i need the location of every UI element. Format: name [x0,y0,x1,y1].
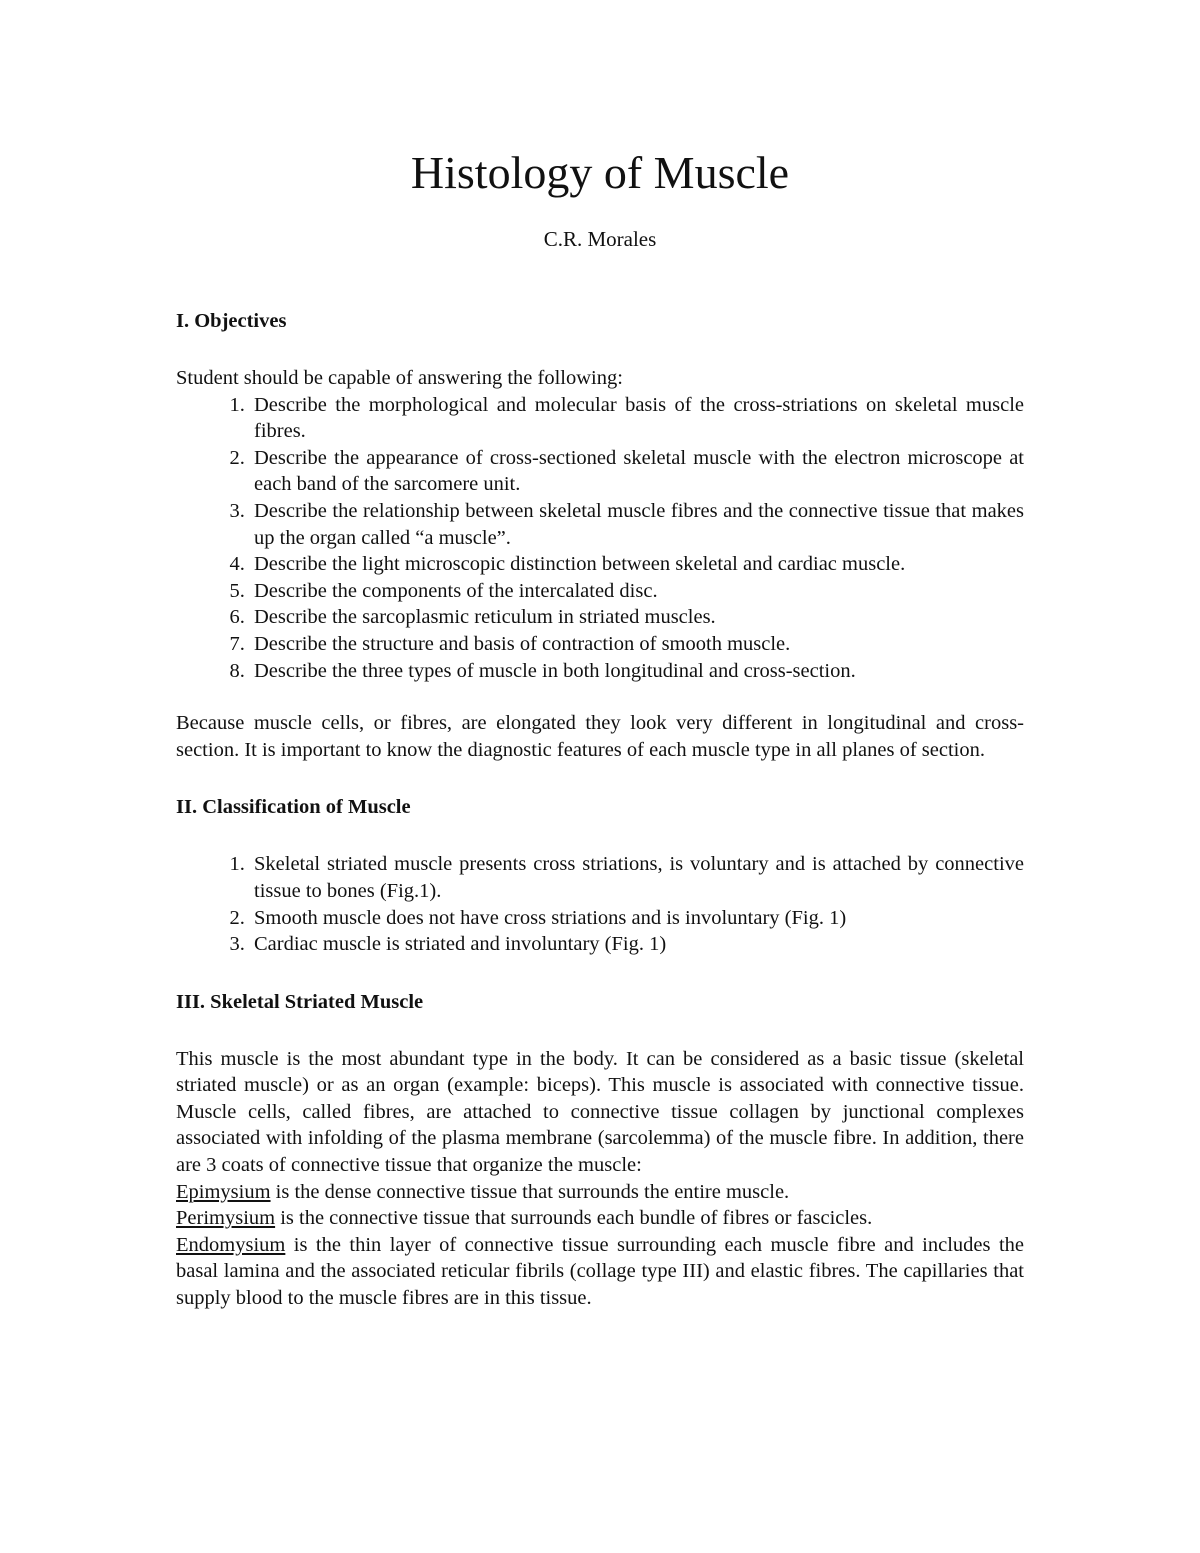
list-item: 1. Skeletal striated muscle presents cross striations, is voluntary and is attached by connective tissue to bones (Fig.1). [250,851,1024,904]
author-name: C.R. Morales [543,227,657,251]
objectives-intro: Student should be capable of answering the following: [176,367,623,389]
list-item: 3. Describe the relationship between skeletal muscle fibres and the connective tissue that makes up the organ called “a muscle”. [250,498,1024,551]
term-definition-perimysium: Perimysium is the connective tissue that surrounds each bundle of fibres or fascicles. [176,1207,873,1230]
term-definition-epimysium: Epimysium is the dense connective tissue that surrounds the entire muscle. [176,1180,790,1203]
list-item: 8. Describe the three types of muscle in both longitudinal and cross-section. [250,658,1024,685]
term-epimysium: Epimysium [176,1180,271,1203]
term-endomysium: Endomysium [176,1233,286,1256]
section-heading-skeletal: III. Skeletal Striated Muscle [176,990,424,1013]
section-heading-classification: II. Classification of Muscle [176,796,411,819]
section-heading-objectives: I. Objectives [176,310,287,332]
page-title: Histology of Muscle [410,147,790,198]
list-item: 2. Smooth muscle does not have cross striations and is involuntary (Fig. 1) [250,905,1024,932]
list-item: 5. Describe the components of the intercalated disc. [250,578,1024,605]
list-item: 3. Cardiac muscle is striated and involuntary (Fig. 1) [250,931,1024,958]
list-item: 1. Describe the morphological and molecular basis of the cross-striations on skeletal muscle fibres. [250,392,1024,445]
document-body [176,303,1024,1312]
list-item: 4. Describe the light microscopic distinction between skeletal and cardiac muscle. [250,551,1024,578]
term-perimysium: Perimysium [176,1207,276,1230]
objectives-list [176,392,1024,685]
classification-list [176,851,1024,957]
list-item: 7. Describe the structure and basis of contraction of smooth muscle. [250,631,1024,658]
list-item: 2. Describe the appearance of cross-sectioned skeletal muscle with the electron microscope at each band of the sarcomere unit. [250,445,1024,498]
skeletal-paragraph: This muscle is the most abundant type in the body. It can be considered as a basic tissue (skeletal striated muscle) or as an organ (example: biceps). This muscle is associated with connective tissue. Muscle cells, called fibres, are attached to connective tissue collagen by junctional complexes associated with infolding of the plasma membrane (sarcolemma) of the muscle fibre. In addition, there are 3 coats of connective tissue that organize the muscle: [176,1047,1024,1177]
list-item: 6. Describe the sarcoplasmic reticulum in striated muscles. [250,604,1024,631]
objectives-paragraph: Because muscle cells, or fibres, are elongated they look very different in longitudinal and cross-section. It is important to know the diagnostic features of each muscle type in all planes of section. [176,712,1024,761]
term-definition-endomysium: Endomysium is the thin layer of connective tissue surrounding each muscle fibre and includes the basal lamina and the associated reticular fibrils (collage type III) and elastic fibres. The capillaries that supply blood to the muscle fibres are in this tissue. [176,1233,1024,1310]
